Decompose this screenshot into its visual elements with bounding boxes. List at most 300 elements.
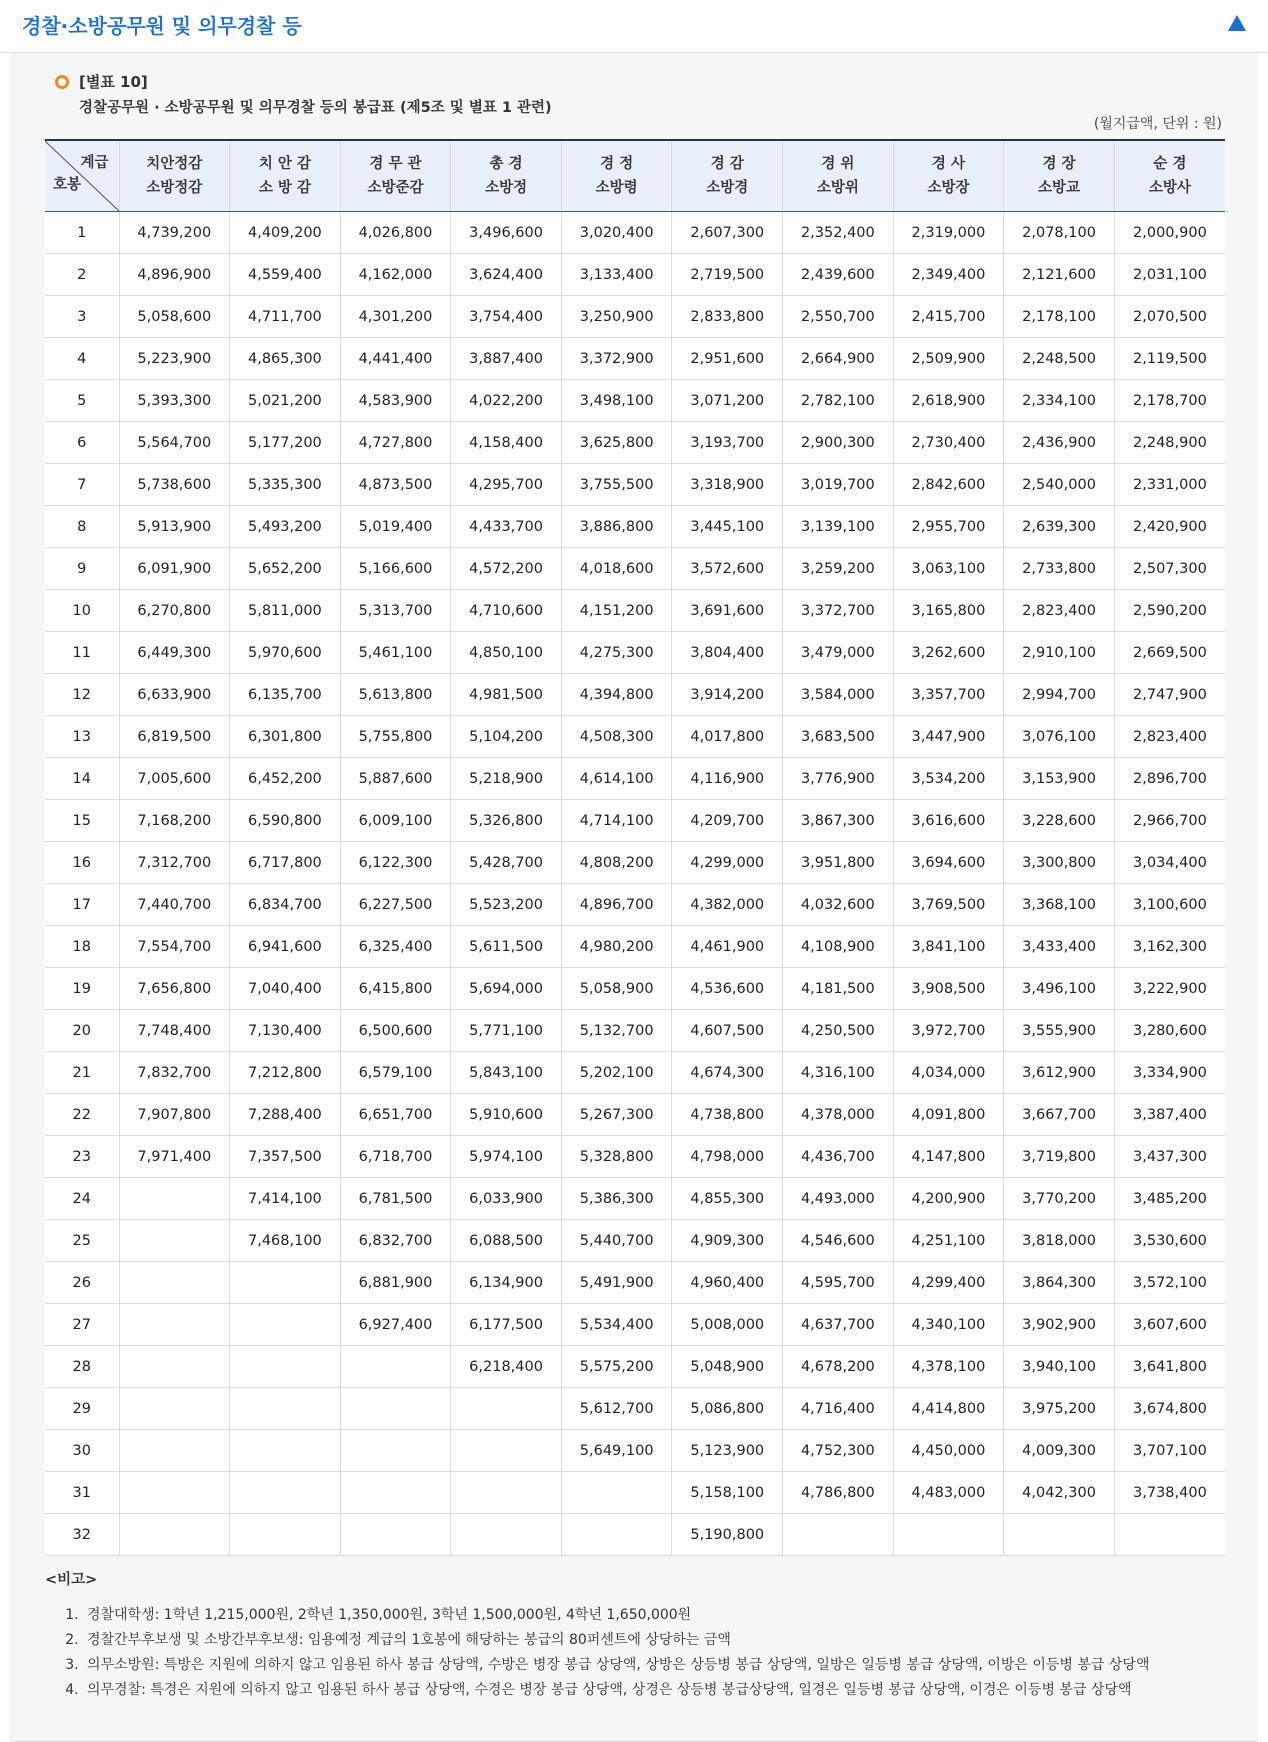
salary-cell: 4,162,000	[340, 254, 451, 296]
table-row	[45, 1472, 1225, 1514]
salary-cell	[451, 1514, 562, 1556]
salary-cell: 4,034,000	[893, 1052, 1004, 1094]
table-number-row	[55, 71, 552, 92]
step-cell: 22	[45, 1094, 119, 1136]
salary-cell	[783, 1514, 894, 1556]
salary-cell: 2,664,900	[783, 338, 894, 380]
salary-cell: 2,420,900	[1114, 506, 1225, 548]
salary-cell: 4,250,500	[783, 1010, 894, 1052]
salary-cell: 7,312,700	[119, 842, 230, 884]
section-header[interactable]	[0, 0, 1268, 53]
salary-cell: 6,834,700	[230, 884, 341, 926]
salary-cell	[119, 1178, 230, 1220]
table-title: 경찰공무원 · 소방공무원 및 의무경찰 등의 봉급표 (제5조 및 별표 1 관련)	[79, 100, 552, 116]
salary-cell: 6,449,300	[119, 632, 230, 674]
salary-cell: 4,508,300	[561, 716, 672, 758]
salary-cell: 3,100,600	[1114, 884, 1225, 926]
salary-cell: 2,334,100	[1004, 380, 1115, 422]
salary-cell: 6,452,200	[230, 758, 341, 800]
corner-header	[45, 140, 119, 212]
salary-cell: 5,461,100	[340, 632, 451, 674]
salary-cell: 5,652,200	[230, 548, 341, 590]
salary-cell	[561, 1514, 672, 1556]
salary-cell: 6,091,900	[119, 548, 230, 590]
salary-cell: 3,250,900	[561, 296, 672, 338]
salary-cell: 2,951,600	[672, 338, 783, 380]
salary-cell: 3,972,700	[893, 1010, 1004, 1052]
salary-cell: 3,437,300	[1114, 1136, 1225, 1178]
salary-cell: 5,019,400	[340, 506, 451, 548]
salary-cell: 4,678,200	[783, 1346, 894, 1388]
salary-cell: 4,738,800	[672, 1094, 783, 1136]
header-row	[45, 140, 1225, 212]
fire-rank-label: 소방사	[1148, 180, 1191, 196]
step-cell: 32	[45, 1514, 119, 1556]
salary-cell: 3,738,400	[1114, 1472, 1225, 1514]
table-row	[45, 1430, 1225, 1472]
salary-cell: 3,479,000	[783, 632, 894, 674]
salary-cell: 6,579,100	[340, 1052, 451, 1094]
remark-item: 1. 경찰대학생: 1학년 1,215,000원, 2학년 1,350,000원, 3학년 1,500,000원, 4학년 1,650,000원	[83, 1603, 1235, 1628]
salary-cell: 3,867,300	[783, 800, 894, 842]
salary-cell: 2,352,400	[783, 212, 894, 254]
salary-cell: 5,440,700	[561, 1220, 672, 1262]
salary-cell: 4,559,400	[230, 254, 341, 296]
salary-cell: 3,318,900	[672, 464, 783, 506]
salary-cell: 4,181,500	[783, 968, 894, 1010]
salary-cell: 3,193,700	[672, 422, 783, 464]
corner-rank-label: 계급	[80, 155, 109, 171]
salary-cell: 4,436,700	[783, 1136, 894, 1178]
salary-cell: 5,887,600	[340, 758, 451, 800]
salary-cell: 2,415,700	[893, 296, 1004, 338]
salary-cell: 5,428,700	[451, 842, 562, 884]
salary-cell: 4,674,300	[672, 1052, 783, 1094]
salary-cell: 5,158,100	[672, 1472, 783, 1514]
salary-cell: 4,091,800	[893, 1094, 1004, 1136]
salary-cell: 3,153,900	[1004, 758, 1115, 800]
rank-header	[119, 140, 230, 212]
salary-cell: 4,981,500	[451, 674, 562, 716]
rank-header	[340, 140, 451, 212]
salary-cell: 4,909,300	[672, 1220, 783, 1262]
salary-cell: 6,301,800	[230, 716, 341, 758]
salary-cell: 4,808,200	[561, 842, 672, 884]
salary-cell: 3,555,900	[1004, 1010, 1115, 1052]
salary-cell: 5,611,500	[451, 926, 562, 968]
salary-cell: 4,441,400	[340, 338, 451, 380]
salary-cell: 4,493,000	[783, 1178, 894, 1220]
table-row	[45, 464, 1225, 506]
salary-cell: 5,202,100	[561, 1052, 672, 1094]
salary-cell: 4,009,300	[1004, 1430, 1115, 1472]
salary-cell	[451, 1430, 562, 1472]
salary-cell: 4,896,700	[561, 884, 672, 926]
salary-cell: 4,546,600	[783, 1220, 894, 1262]
salary-cell: 4,980,200	[561, 926, 672, 968]
salary-cell: 2,178,100	[1004, 296, 1115, 338]
salary-cell: 4,017,800	[672, 716, 783, 758]
salary-cell: 3,498,100	[561, 380, 672, 422]
content-panel	[10, 53, 1258, 1742]
salary-cell: 7,656,800	[119, 968, 230, 1010]
table-row	[45, 716, 1225, 758]
salary-cell: 5,021,200	[230, 380, 341, 422]
salary-cell: 4,299,000	[672, 842, 783, 884]
salary-cell: 2,639,300	[1004, 506, 1115, 548]
salary-cell: 3,222,900	[1114, 968, 1225, 1010]
salary-cell: 6,270,800	[119, 590, 230, 632]
salary-cell	[1004, 1514, 1115, 1556]
salary-cell: 4,960,400	[672, 1262, 783, 1304]
salary-cell	[893, 1514, 1004, 1556]
salary-cell: 3,063,100	[893, 548, 1004, 590]
police-rank-label: 치 안 감	[258, 156, 311, 172]
salary-cell: 2,331,000	[1114, 464, 1225, 506]
salary-cell: 6,177,500	[451, 1304, 562, 1346]
table-row	[45, 1052, 1225, 1094]
salary-cell: 3,280,600	[1114, 1010, 1225, 1052]
table-row	[45, 1514, 1225, 1556]
salary-cell: 4,295,700	[451, 464, 562, 506]
salary-cell	[119, 1472, 230, 1514]
table-row	[45, 1346, 1225, 1388]
salary-cell: 3,262,600	[893, 632, 1004, 674]
salary-cell: 2,590,200	[1114, 590, 1225, 632]
rank-header	[451, 140, 562, 212]
salary-cell: 5,335,300	[230, 464, 341, 506]
step-cell: 15	[45, 800, 119, 842]
salary-cell: 2,669,500	[1114, 632, 1225, 674]
salary-cell: 3,674,800	[1114, 1388, 1225, 1430]
salary-cell: 5,190,800	[672, 1514, 783, 1556]
salary-cell: 4,637,700	[783, 1304, 894, 1346]
salary-cell: 3,019,700	[783, 464, 894, 506]
salary-cell: 5,843,100	[451, 1052, 562, 1094]
salary-cell	[561, 1472, 672, 1514]
salary-cell: 5,393,300	[119, 380, 230, 422]
salary-cell: 2,078,100	[1004, 212, 1115, 254]
salary-cell: 2,733,800	[1004, 548, 1115, 590]
table-row	[45, 1178, 1225, 1220]
salary-cell: 2,730,400	[893, 422, 1004, 464]
salary-cell: 5,058,900	[561, 968, 672, 1010]
salary-cell: 4,614,100	[561, 758, 672, 800]
salary-cell: 4,714,100	[561, 800, 672, 842]
salary-cell: 2,966,700	[1114, 800, 1225, 842]
salary-cell: 6,009,100	[340, 800, 451, 842]
rank-header	[230, 140, 341, 212]
rank-header	[1114, 140, 1225, 212]
salary-cell: 3,357,700	[893, 674, 1004, 716]
section-title[interactable]: 경찰·소방공무원 및 의무경찰 등	[22, 14, 302, 38]
remarks-list	[45, 1603, 1235, 1703]
step-cell: 3	[45, 296, 119, 338]
salary-cell: 3,841,100	[893, 926, 1004, 968]
salary-cell: 4,042,300	[1004, 1472, 1115, 1514]
salary-cell: 2,994,700	[1004, 674, 1115, 716]
salary-cell	[340, 1388, 451, 1430]
fire-rank-label: 소방준감	[367, 180, 424, 196]
step-cell: 28	[45, 1346, 119, 1388]
salary-cell	[119, 1262, 230, 1304]
salary-cell: 4,572,200	[451, 548, 562, 590]
table-number: [별표 10]	[79, 73, 148, 91]
salary-cell: 2,439,600	[783, 254, 894, 296]
salary-cell: 3,755,500	[561, 464, 672, 506]
salary-cell	[119, 1430, 230, 1472]
salary-cell: 2,031,100	[1114, 254, 1225, 296]
salary-cell: 5,086,800	[672, 1388, 783, 1430]
salary-cell: 2,070,500	[1114, 296, 1225, 338]
fire-rank-label: 소방정	[485, 180, 528, 196]
salary-cell: 2,178,700	[1114, 380, 1225, 422]
step-cell: 4	[45, 338, 119, 380]
salary-cell: 4,536,600	[672, 968, 783, 1010]
salary-cell	[451, 1388, 562, 1430]
salary-cell: 4,340,100	[893, 1304, 1004, 1346]
rank-header	[1004, 140, 1115, 212]
salary-cell: 5,649,100	[561, 1430, 672, 1472]
salary-cell: 4,595,700	[783, 1262, 894, 1304]
step-cell: 24	[45, 1178, 119, 1220]
fire-rank-label: 소방령	[595, 180, 638, 196]
salary-cell: 5,694,000	[451, 968, 562, 1010]
rank-header	[561, 140, 672, 212]
salary-table	[45, 139, 1225, 1556]
salary-cell	[230, 1514, 341, 1556]
salary-cell: 4,251,100	[893, 1220, 1004, 1262]
unit-label: (월지급액, 단위 : 원)	[1093, 116, 1222, 132]
table-row	[45, 1262, 1225, 1304]
salary-cell: 4,865,300	[230, 338, 341, 380]
salary-cell: 4,147,800	[893, 1136, 1004, 1178]
remarks-title: <비고>	[45, 1572, 98, 1588]
salary-cell: 5,313,700	[340, 590, 451, 632]
salary-cell: 5,048,900	[672, 1346, 783, 1388]
salary-cell: 3,133,400	[561, 254, 672, 296]
salary-cell: 3,776,900	[783, 758, 894, 800]
salary-cell: 5,218,900	[451, 758, 562, 800]
salary-cell: 3,034,400	[1114, 842, 1225, 884]
salary-cell: 2,000,900	[1114, 212, 1225, 254]
police-rank-label: 경 장	[1042, 156, 1076, 172]
salary-cell: 5,493,200	[230, 506, 341, 548]
step-cell: 16	[45, 842, 119, 884]
step-cell: 11	[45, 632, 119, 674]
table-row	[45, 590, 1225, 632]
step-cell: 8	[45, 506, 119, 548]
salary-cell	[230, 1304, 341, 1346]
salary-cell: 4,200,900	[893, 1178, 1004, 1220]
table-row	[45, 758, 1225, 800]
salary-cell: 2,618,900	[893, 380, 1004, 422]
salary-cell: 2,910,100	[1004, 632, 1115, 674]
salary-cell: 5,166,600	[340, 548, 451, 590]
salary-cell	[119, 1388, 230, 1430]
salary-cell: 2,540,000	[1004, 464, 1115, 506]
salary-cell: 4,158,400	[451, 422, 562, 464]
salary-cell: 3,975,200	[1004, 1388, 1115, 1430]
police-rank-label: 경 감	[710, 156, 744, 172]
salary-cell: 4,382,000	[672, 884, 783, 926]
salary-cell: 2,833,800	[672, 296, 783, 338]
salary-cell: 5,738,600	[119, 464, 230, 506]
salary-cell	[230, 1472, 341, 1514]
salary-cell: 4,873,500	[340, 464, 451, 506]
salary-cell: 5,974,100	[451, 1136, 562, 1178]
salary-cell: 6,717,800	[230, 842, 341, 884]
salary-cell: 3,165,800	[893, 590, 1004, 632]
salary-cell: 5,132,700	[561, 1010, 672, 1052]
salary-cell: 3,616,600	[893, 800, 1004, 842]
fire-rank-label: 소방위	[816, 180, 859, 196]
salary-cell: 3,372,700	[783, 590, 894, 632]
table-row	[45, 506, 1225, 548]
table-row	[45, 212, 1225, 254]
salary-cell: 3,719,800	[1004, 1136, 1115, 1178]
salary-cell: 3,691,600	[672, 590, 783, 632]
salary-cell: 2,896,700	[1114, 758, 1225, 800]
salary-cell: 6,651,700	[340, 1094, 451, 1136]
salary-cell: 3,707,100	[1114, 1430, 1225, 1472]
salary-cell	[119, 1514, 230, 1556]
step-cell: 31	[45, 1472, 119, 1514]
salary-cell	[119, 1304, 230, 1346]
salary-cell: 3,485,200	[1114, 1178, 1225, 1220]
salary-cell: 5,326,800	[451, 800, 562, 842]
salary-cell: 2,607,300	[672, 212, 783, 254]
salary-cell: 7,040,400	[230, 968, 341, 1010]
salary-cell: 4,209,700	[672, 800, 783, 842]
salary-cell: 3,534,200	[893, 758, 1004, 800]
salary-cell: 7,414,100	[230, 1178, 341, 1220]
salary-cell: 5,575,200	[561, 1346, 672, 1388]
fire-rank-label: 소방교	[1038, 180, 1081, 196]
fire-rank-label: 소방경	[706, 180, 749, 196]
salary-cell: 3,020,400	[561, 212, 672, 254]
salary-cell: 5,491,900	[561, 1262, 672, 1304]
fire-rank-label: 소방장	[927, 180, 970, 196]
collapse-triangle-up-icon[interactable]	[1228, 15, 1246, 31]
salary-cell: 5,008,000	[672, 1304, 783, 1346]
salary-cell: 2,507,300	[1114, 548, 1225, 590]
salary-cell: 4,450,000	[893, 1430, 1004, 1472]
salary-cell: 7,212,800	[230, 1052, 341, 1094]
table-row	[45, 1094, 1225, 1136]
salary-cell	[230, 1346, 341, 1388]
salary-cell: 2,248,500	[1004, 338, 1115, 380]
table-row	[45, 1136, 1225, 1178]
salary-cell	[119, 1346, 230, 1388]
salary-cell: 4,433,700	[451, 506, 562, 548]
salary-cell: 4,018,600	[561, 548, 672, 590]
salary-cell: 3,770,200	[1004, 1178, 1115, 1220]
salary-cell: 5,328,800	[561, 1136, 672, 1178]
step-cell: 10	[45, 590, 119, 632]
step-cell: 2	[45, 254, 119, 296]
step-cell: 12	[45, 674, 119, 716]
police-rank-label: 총 경	[489, 156, 523, 172]
step-cell: 9	[45, 548, 119, 590]
circle-bullet-icon	[55, 75, 69, 89]
table-row	[45, 842, 1225, 884]
salary-cell	[451, 1472, 562, 1514]
step-cell: 17	[45, 884, 119, 926]
salary-cell: 3,572,100	[1114, 1262, 1225, 1304]
salary-cell: 3,804,400	[672, 632, 783, 674]
salary-cell: 4,739,200	[119, 212, 230, 254]
salary-cell: 6,590,800	[230, 800, 341, 842]
fire-rank-label: 소방정감	[146, 180, 203, 196]
rank-header	[783, 140, 894, 212]
salary-cell: 6,135,700	[230, 674, 341, 716]
salary-cell: 5,771,100	[451, 1010, 562, 1052]
salary-cell: 5,612,700	[561, 1388, 672, 1430]
salary-cell: 5,104,200	[451, 716, 562, 758]
salary-cell: 3,902,900	[1004, 1304, 1115, 1346]
salary-cell	[230, 1262, 341, 1304]
salary-cell: 7,168,200	[119, 800, 230, 842]
salary-cell: 4,409,200	[230, 212, 341, 254]
step-cell: 29	[45, 1388, 119, 1430]
salary-cell	[119, 1220, 230, 1262]
table-row	[45, 632, 1225, 674]
salary-cell: 5,913,900	[119, 506, 230, 548]
salary-cell: 7,288,400	[230, 1094, 341, 1136]
salary-cell: 2,955,700	[893, 506, 1004, 548]
step-cell: 18	[45, 926, 119, 968]
salary-cell: 4,378,100	[893, 1346, 1004, 1388]
table-heading	[55, 71, 552, 117]
step-cell: 25	[45, 1220, 119, 1262]
salary-cell: 3,951,800	[783, 842, 894, 884]
salary-cell: 3,641,800	[1114, 1346, 1225, 1388]
salary-cell: 7,005,600	[119, 758, 230, 800]
salary-cell: 6,927,400	[340, 1304, 451, 1346]
salary-cell: 3,139,100	[783, 506, 894, 548]
salary-cell: 3,769,500	[893, 884, 1004, 926]
salary-cell: 3,228,600	[1004, 800, 1115, 842]
salary-cell: 3,071,200	[672, 380, 783, 422]
rank-header	[893, 140, 1004, 212]
salary-cell: 2,782,100	[783, 380, 894, 422]
table-row	[45, 1010, 1225, 1052]
salary-cell: 3,572,600	[672, 548, 783, 590]
salary-cell: 5,811,000	[230, 590, 341, 632]
salary-cell: 4,301,200	[340, 296, 451, 338]
step-cell: 7	[45, 464, 119, 506]
salary-cell: 4,275,300	[561, 632, 672, 674]
salary-cell: 2,823,400	[1114, 716, 1225, 758]
step-cell: 5	[45, 380, 119, 422]
salary-cell: 6,415,800	[340, 968, 451, 1010]
salary-cell: 4,299,400	[893, 1262, 1004, 1304]
corner-step-label: 호봉	[53, 177, 82, 193]
salary-cell: 3,300,800	[1004, 842, 1115, 884]
salary-cell: 3,612,900	[1004, 1052, 1115, 1094]
salary-cell: 3,368,100	[1004, 884, 1115, 926]
salary-cell: 6,781,500	[340, 1178, 451, 1220]
salary-cell: 2,248,900	[1114, 422, 1225, 464]
table-row	[45, 1220, 1225, 1262]
police-rank-label: 경 사	[931, 156, 965, 172]
salary-cell: 4,710,600	[451, 590, 562, 632]
salary-cell: 4,583,900	[340, 380, 451, 422]
salary-cell: 3,496,600	[451, 212, 562, 254]
salary-cell: 6,819,500	[119, 716, 230, 758]
salary-cell: 5,223,900	[119, 338, 230, 380]
